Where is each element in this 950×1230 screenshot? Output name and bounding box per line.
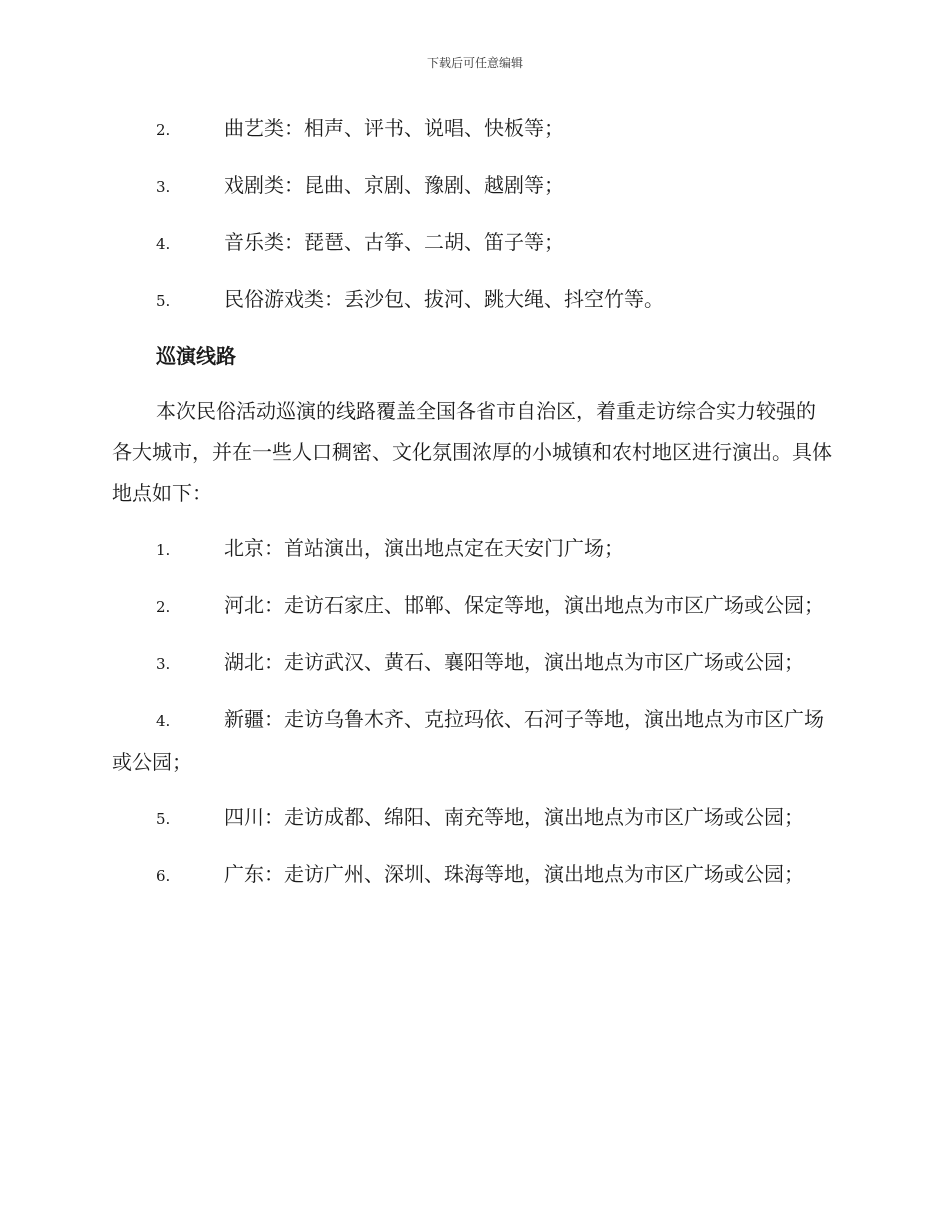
document-content — [112, 108, 834, 911]
list-number: 2. — [156, 121, 171, 139]
route-text: 河北：走访石家庄、邯郸、保定等地，演出地点为市区广场或公园； — [224, 593, 824, 617]
list-item — [112, 222, 834, 265]
route-text: 四川：走访成都、绵阳、南充等地，演出地点为市区广场或公园； — [224, 805, 804, 829]
route-number: 2. — [156, 598, 171, 616]
route-text: 新疆：走访乌鲁木齐、克拉玛依、石河子等地，演出地点为市区广场或公园； — [112, 707, 824, 774]
route-item — [112, 528, 834, 571]
route-item — [112, 797, 834, 840]
list-number: 4. — [156, 235, 171, 253]
route-item — [112, 585, 834, 628]
route-item — [112, 699, 834, 783]
intro-paragraph: 本次民俗活动巡演的线路覆盖全国各省市自治区，着重走访综合实力较强的各大城市，并在一些人口稠密、文化氛围浓厚的小城镇和农村地区进行演出。具体地点如下： — [112, 399, 832, 505]
route-number: 1. — [156, 541, 171, 559]
list-text: 曲艺类：相声、评书、说唱、快板等； — [224, 116, 564, 140]
route-number: 5. — [156, 810, 171, 828]
list-number: 5. — [156, 292, 171, 310]
section-heading: 巡演线路 — [156, 344, 236, 368]
route-item — [112, 854, 834, 897]
list-item — [112, 108, 834, 151]
route-number: 3. — [156, 655, 171, 673]
list-text: 戏剧类：昆曲、京剧、豫剧、越剧等； — [224, 173, 564, 197]
route-text: 广东：走访广州、深圳、珠海等地，演出地点为市区广场或公园； — [224, 862, 804, 886]
list-item — [112, 165, 834, 208]
list-text: 民俗游戏类：丢沙包、拔河、跳大绳、抖空竹等。 — [224, 287, 664, 311]
route-number: 4. — [156, 712, 171, 730]
header-note: 下载后可任意编辑 — [426, 56, 523, 70]
route-text: 湖北：走访武汉、黄石、襄阳等地，演出地点为市区广场或公园； — [224, 650, 804, 674]
list-item — [112, 279, 834, 322]
list-number: 3. — [156, 178, 171, 196]
list-text: 音乐类：琵琶、古筝、二胡、笛子等； — [224, 230, 564, 254]
route-item — [112, 642, 834, 685]
route-text: 北京：首站演出，演出地点定在天安门广场； — [224, 536, 624, 560]
route-number: 6. — [156, 867, 171, 885]
